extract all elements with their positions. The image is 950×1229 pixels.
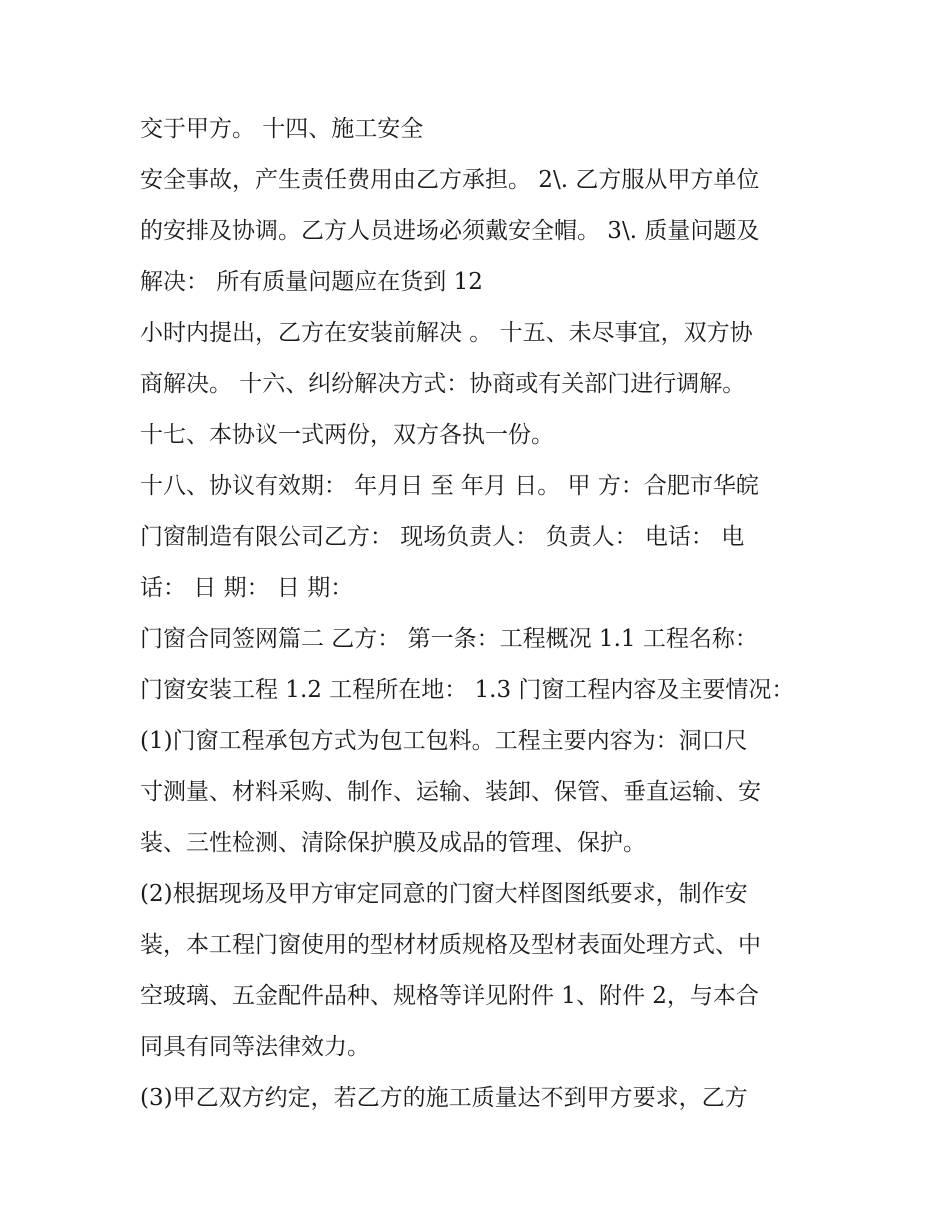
text-line: 门窗安装工程 1.2 工程所在地： 1.3 门窗工程内容及主要情况： xyxy=(140,677,795,703)
text-line: 安全事故，产生责任费用由乙方承担。 2\. 乙方服从甲方单位 xyxy=(140,167,760,193)
text-line: 商解决。 十六、纠纷解决方式：协商或有关部门进行调解。 xyxy=(140,371,746,397)
text-line: (1)门窗工程承包方式为包工包料。工程主要内容为：洞口尺 xyxy=(140,728,748,754)
text-line: 门窗合同签网篇二 乙方： 第一条：工程概况 1.1 工程名称： xyxy=(140,626,758,652)
document-body xyxy=(140,104,820,1124)
text-line: 门窗制造有限公司乙方： 现场负责人： 负责人： 电话： 电 xyxy=(140,524,745,550)
text-line: 十八、协议有效期： 年月日 至 年月 日。 甲 方：合肥市华皖 xyxy=(140,473,759,499)
text-line: 话： 日 期： 日 期： xyxy=(140,575,354,601)
text-line: 空玻璃、五金配件品种、规格等详见附件 1、附件 2，与本合 xyxy=(140,983,759,1009)
text-line: 同具有同等法律效力。 xyxy=(140,1034,370,1060)
text-line: 装、三性检测、清除保护膜及成品的管理、保护。 xyxy=(140,830,646,856)
text-line: 交于甲方。 十四、施工安全 xyxy=(140,116,424,142)
text-line: 寸测量、材料采购、制作、运输、装卸、保管、垂直运输、安 xyxy=(140,779,761,805)
text-line: 的安排及协调。乙方人员进场必须戴安全帽。 3\. 质量问题及 xyxy=(140,218,760,244)
text-line: 装，本工程门窗使用的型材材质规格及型材表面处理方式、中 xyxy=(140,932,761,958)
text-line: (3)甲乙双方约定，若乙方的施工质量达不到甲方要求，乙方 xyxy=(140,1085,748,1111)
text-line: 十七、本协议一式两份，双方各执一份。 xyxy=(140,422,554,448)
text-line: 小时内提出，乙方在安装前解决 。 十五、未尽事宜，双方协 xyxy=(140,320,753,346)
text-line: (2)根据现场及甲方审定同意的门窗大样图图纸要求，制作安 xyxy=(140,881,748,907)
text-line: 解决： 所有质量问题应在货到 12 xyxy=(140,269,483,295)
